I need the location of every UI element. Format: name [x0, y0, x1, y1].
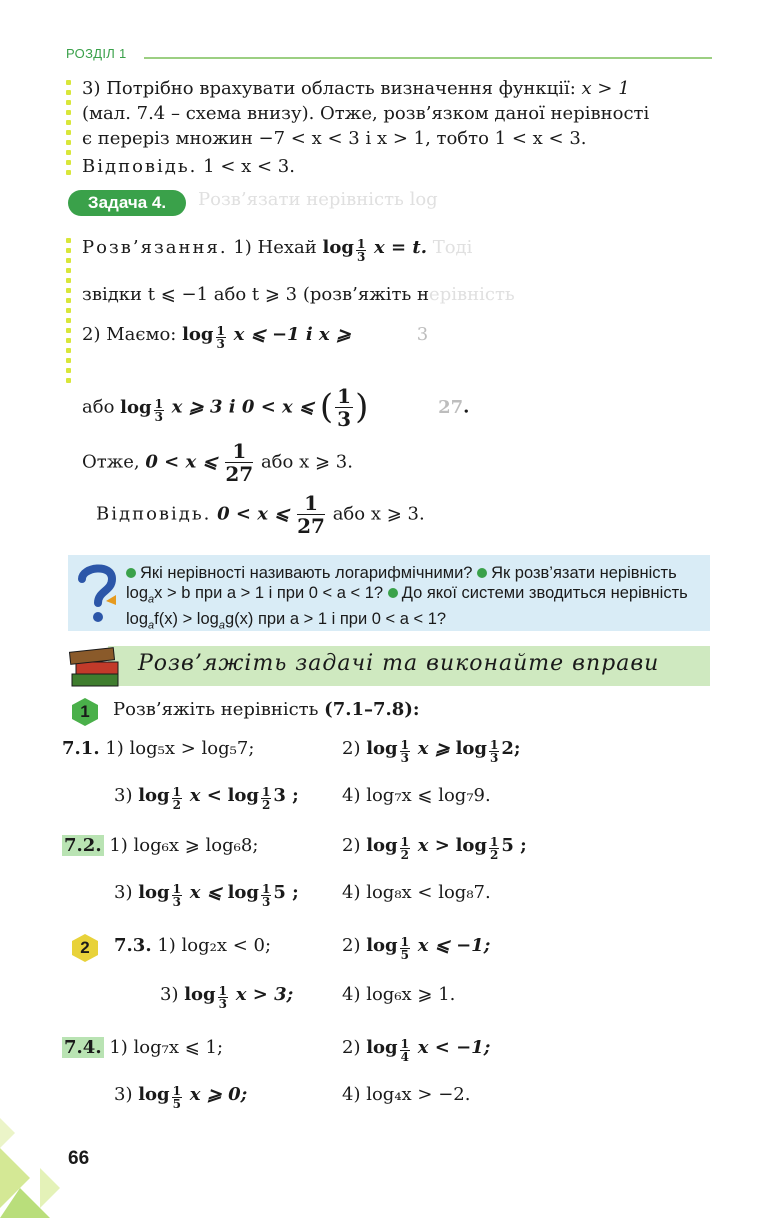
para1-line3: є переріз множин −7 < x < 3 і x > 1, тобто 1 < x < 3. [82, 128, 587, 149]
questions-text: Які нерівності називають логарифмічними? Як розв’язати нерівність $\log_ax > b$ при a > 1 і при 0 < a < 1? До якої системи зводиться нерівність $\log_af(x) > \log_ag(x)$ при a > 1 і при 0 < a < 1? [126, 564, 688, 632]
exercise-7-2-c: 3) log $\frac{1}{3}$ x ⩽ log $\frac{1}{3}$ 5 ; [114, 882, 299, 909]
exercise-part-a: 1) log₅x > log₅7; [105, 738, 255, 759]
para1-line1-text: 3) Потрібно врахувати область визначення функції: [82, 78, 582, 99]
exercise-number: 7.2. [64, 835, 102, 856]
answer1 [82, 154, 295, 179]
solution-label: Розв’язання. [82, 237, 228, 258]
questions-box [68, 555, 710, 631]
exercise-part-a: 1) log₇x ⩽ 1; [109, 1037, 224, 1058]
para1-line2: (мал. 7.4 – схема внизу). Отже, розв’язком даної нерівності [82, 103, 650, 124]
solution-pow-tail: 27 [438, 396, 464, 418]
answer1-value: 1 < x < 3. [203, 156, 295, 177]
level1-instruction: Розв’яжіть нерівність (7.1–7.8): [113, 699, 420, 720]
solution-line2 [82, 282, 515, 307]
frac-one-27-a: $\frac{1}{27}$ [225, 439, 254, 486]
exercise-number: 7.3. [114, 935, 152, 956]
exercise-number: 7.1. [62, 738, 100, 759]
log-base-num: 1 [356, 237, 366, 251]
solution-step2-tail: 3 [416, 324, 429, 345]
log-expr-2: log $\frac{1}{3}$ [182, 324, 225, 351]
solution-hence-a: 0 < x ⩽ [145, 451, 218, 473]
banner-title: Розв’яжіть задачі та виконайте вправи [138, 651, 660, 676]
level1-badge [70, 697, 100, 727]
log-expr-1: log $\frac{1}{3}$ [322, 237, 366, 264]
para1-line1 [82, 76, 712, 101]
margin-dots-top [66, 80, 72, 180]
bullet-icon [126, 568, 136, 578]
exercises-banner [68, 642, 710, 688]
solution-hence [82, 440, 353, 490]
exercise-7-3-d: 4) log₆x ⩾ 1. [342, 984, 456, 1005]
solution-line3 [82, 322, 428, 350]
page-number: 66 [68, 1148, 90, 1169]
answer1-label: Відповідь. [82, 156, 198, 177]
bullet-icon [388, 588, 398, 598]
solution-step3-a: x ⩾ 3 і 0 < x ⩽ [171, 396, 315, 418]
task4-badge: Задача 4. [68, 190, 186, 216]
question-3: До якої системи зводиться нерівність log [126, 584, 688, 629]
exercise-number: 7.4. [64, 1037, 102, 1058]
section-label: РОЗДІЛ 1 [66, 46, 127, 61]
question-2: Як розв’язати нерівність log [126, 564, 677, 602]
exercise-7-3-c: 3) log $\frac{1}{3}$ x > 3; [160, 984, 294, 1011]
exercise-7-1-d: 4) log₇x ⩽ log₇9. [342, 785, 491, 806]
solution-line2-text: звідки t ⩽ −1 або t ⩾ 3 (розв’яжіть н [82, 284, 430, 305]
solution-step2-a: x ⩽ −1 і x ⩾ [233, 324, 352, 345]
log-expr-3: log $\frac{1}{3}$ [120, 396, 163, 424]
frac-one-27-b: $\frac{1}{27}$ [297, 491, 325, 538]
answer2-a: 0 < x ⩽ [217, 503, 290, 525]
answer2 [96, 492, 425, 542]
solution-or: або [82, 396, 115, 418]
exercise-7-1-b: 2) log $\frac{1}{3}$ x ⩾ log $\frac{1}{3}$ 2; [342, 738, 521, 765]
answer2-b: або x ⩾ 3. [332, 503, 425, 525]
solution-hence-label: Отже, [82, 451, 140, 473]
solution-step1: 1) Нехай [233, 237, 317, 258]
solution-line2-tail: ерівність [429, 284, 515, 305]
solution-hence-b: або x ⩾ 3. [260, 451, 353, 473]
exercise-part-a: 1) log₆x ⩾ log₆8; [109, 835, 259, 856]
exercise-part-a: 1) log₂x < 0; [157, 935, 272, 956]
books-icon [68, 642, 124, 690]
level2-badge [70, 933, 100, 963]
exercise-7-2-row1 [62, 833, 258, 858]
solution-line4: або log $\frac{1}{3}$ x ⩾ 3 і 0 < x ⩽ ( $\frac{1}{3}$ ) 27. [82, 384, 470, 431]
level2-number: 2 [80, 938, 90, 957]
exercise-7-3-b: 2) log $\frac{1}{5}$ x ⩽ −1; [342, 935, 491, 962]
exercise-7-3-row1 [114, 933, 271, 958]
solution-step1-eq: x = t. [374, 237, 427, 258]
exercise-7-4-c: 3) log $\frac{1}{5}$ x ⩾ 0; [114, 1084, 248, 1111]
solution-step2: 2) Маємо: [82, 324, 177, 345]
log-base-den: 3 [356, 250, 366, 264]
exercise-7-1-row1 [62, 736, 254, 761]
task4-text: Розв’язати нерівність log [198, 189, 438, 210]
frac-one-third: $\frac{1}{3}$ [337, 384, 352, 431]
exercise-7-1-c: 3) log $\frac{1}{2}$ x < log $\frac{1}{2}$ 3 ; [114, 785, 299, 812]
section-header [66, 44, 712, 64]
exercise-7-4-row1 [62, 1035, 223, 1060]
solution-line1 [82, 235, 472, 263]
level1-number: 1 [80, 702, 90, 721]
bullet-icon [477, 568, 487, 578]
exercise-7-4-d: 4) log₄x > −2. [342, 1084, 471, 1105]
exercise-7-4-b: 2) log $\frac{1}{4}$ x < −1; [342, 1037, 491, 1064]
answer2-label: Відповідь. [96, 503, 212, 525]
exercise-7-2-d: 4) log₈x < log₈7. [342, 882, 491, 903]
question-1: Які нерівності називають логарифмічними? [140, 564, 473, 582]
solution-step1-tail: Тоді [432, 237, 473, 258]
question-mark-icon [76, 561, 118, 625]
header-rule [144, 57, 712, 59]
exercise-7-2-b: 2) log $\frac{1}{2}$ x > log $\frac{1}{2}$ 5 ; [342, 835, 527, 862]
para1-line1-math: x > 1 [581, 78, 630, 99]
margin-dots-mid [66, 238, 72, 388]
